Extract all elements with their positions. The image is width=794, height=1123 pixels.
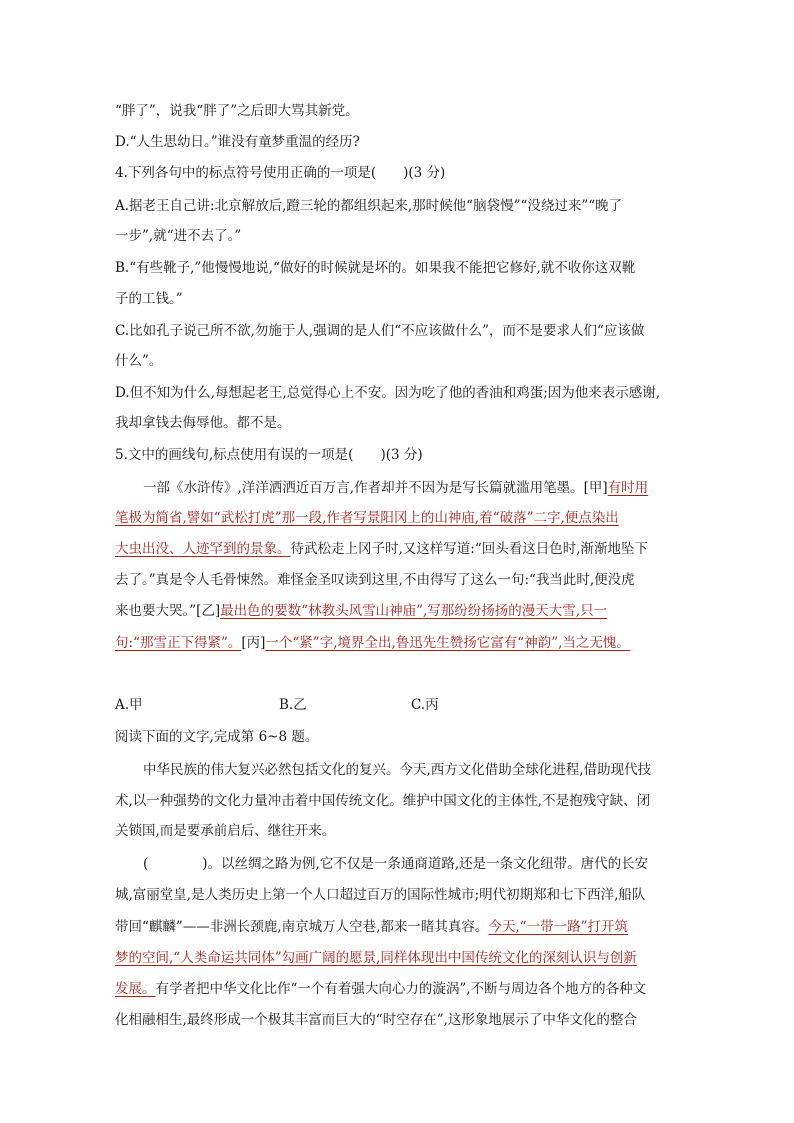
text-line xyxy=(115,886,645,904)
underlined-text: 发展。 xyxy=(115,981,156,997)
text-segment: D.但不知为什么,每想起老王,总觉得心上不安。因为吃了他的香油和鸡蛋;因为他来表示感谢, xyxy=(115,385,661,401)
text-segment: 城,富丽堂皇,是人类历史上第一个人口超过百万的国际性城市;明代初期郑和七下西洋,船队 xyxy=(115,887,646,903)
underlined-text: 大虫出没、人迹罕到的景象。 xyxy=(115,541,291,557)
text-line xyxy=(115,634,630,652)
text-line xyxy=(115,384,660,402)
text-segment: 化相融相生,最终形成一个极其丰富而巨大的“时空存在”,这形象地展示了中华文化的整合 xyxy=(115,1012,637,1028)
text-segment: C.比如孔子说己所不欲,勿施于人,强调的是人们“不应该做什么”，而不是要求人们“应该做 xyxy=(115,323,645,339)
text-line xyxy=(143,479,648,497)
option-b: B.乙 xyxy=(279,697,307,713)
text-segment: ( )。以丝绸之路为例,它不仅是一条通商道路,还是一条文化纽带。唐代的长安 xyxy=(143,856,649,872)
text-line xyxy=(115,509,619,527)
text-segment: 一部《水浒传》,洋洋洒洒近百万言,作者却并不因为是写长篇就滥用笔墨。[甲] xyxy=(143,480,608,496)
text-line xyxy=(115,571,635,589)
text-segment: 待武松走上冈子时,又这样写道:“回头看这日色时,渐渐地坠下 xyxy=(290,541,649,557)
text-line xyxy=(115,728,318,746)
text-segment: 来也要大哭。”[乙] xyxy=(115,603,221,619)
underlined-text: 梦的空间,“人类命运共同体”勾画广阔的愿景,同样体现出中国传统文化的深刻认识与创新 xyxy=(115,950,637,966)
underlined-text: 句:“那雪正下得紧”。 xyxy=(115,635,242,651)
text-line xyxy=(115,792,650,810)
text-line xyxy=(115,980,646,998)
text-segment: 有学者把中华文化比作“一个有着强大向心力的漩涡”,不断与周边各个地方的各种文 xyxy=(155,981,647,997)
underlined-text: 今天,“一带一路”打开筑 xyxy=(488,919,628,935)
text-segment: 子的工钱。” xyxy=(115,291,183,307)
text-segment: 带回“麒麟”——非洲长颈鹿,南京城万人空巷,都来一睹其真容。 xyxy=(115,919,489,935)
text-line xyxy=(115,227,241,245)
text-line xyxy=(115,259,635,277)
text-line xyxy=(115,102,359,120)
text-segment: 阅读下面的文字,完成第 6~8 题。 xyxy=(115,729,319,745)
text-line xyxy=(115,602,607,620)
text-segment: 去了。”真是令人毛骨悚然。难怪金圣叹读到这里,不由得写了这么一句:“我当此时,便没虎 xyxy=(115,572,635,588)
text-line xyxy=(115,822,335,840)
text-segment: D.“人生思幼日。”谁没有童梦重温的经历? xyxy=(115,134,360,150)
underlined-text: 笔极为简省,譬如“武松打虎”那一段,作者写景阳冈上的山神庙,着“破落”二字,便点染出 xyxy=(115,510,619,526)
underlined-text: 最出色的要数“林教头风雪山神庙”,写那纷纷扬扬的漫天大雪,只一 xyxy=(220,603,608,619)
text-line xyxy=(143,855,648,873)
text-segment: A.据老王自己讲:北京解放后,蹬三轮的都组织起来,那时候他“脑袋慢”“没绕过来”“晚了 xyxy=(115,198,623,214)
text-line xyxy=(115,414,291,432)
text-segment: 5.文中的画线句,标点使用有误的一项是( )(3 分) xyxy=(115,447,423,463)
text-segment: 我却拿钱去侮辱他。都不是。 xyxy=(115,415,291,431)
text-line xyxy=(115,164,445,182)
text-segment: 中华民族的伟大复兴必然包括文化的复兴。今天,西方文化借助全球化进程,借助现代技 xyxy=(143,762,652,778)
text-line xyxy=(115,949,637,967)
text-segment: 一步”,就“进不去了。” xyxy=(115,228,242,244)
underlined-text: 有时用 xyxy=(607,480,649,496)
text-segment: 关锁国,而是要承前启后、继往开来。 xyxy=(115,823,336,839)
text-line xyxy=(115,352,162,370)
text-line xyxy=(115,290,183,308)
text-segment: 什么”。 xyxy=(115,353,163,369)
text-segment: [丙] xyxy=(241,635,266,651)
text-segment: 4.下列各句中的标点符号使用正确的一项是( )(3 分) xyxy=(115,165,446,181)
text-line xyxy=(115,322,644,340)
text-line xyxy=(115,540,648,558)
text-line xyxy=(115,918,628,936)
text-line xyxy=(115,1011,637,1029)
option-a: A.甲 xyxy=(115,697,143,713)
text-segment: “胖了”，说我“胖了”之后即大骂其新党。 xyxy=(115,103,359,119)
option-c: C.丙 xyxy=(411,697,439,713)
text-line xyxy=(143,761,651,779)
underlined-text: 一个“紧”字,境界全出,鲁迅先生赞扬它富有“神韵”,当之无愧。 xyxy=(265,635,630,651)
text-line xyxy=(115,446,423,464)
text-line xyxy=(115,133,360,151)
text-line xyxy=(115,197,622,215)
text-segment: B.“有些靴子,”他慢慢地说,“做好的时候就是坏的。如果我不能把它修好,就不收你这双靴 xyxy=(115,260,636,276)
text-segment: 术,以一种强势的文化力量冲击着中国传统文化。维护中国文化的主体性,不是抱残守缺、闭 xyxy=(115,793,651,809)
